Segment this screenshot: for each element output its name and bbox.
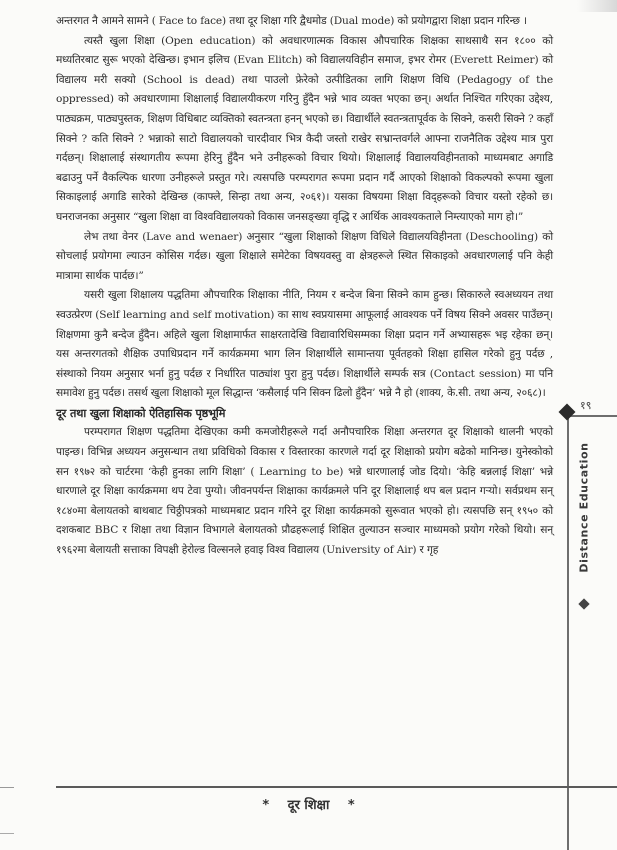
section-heading-history: दूर तथा खुला शिक्षाको ऐतिहासिक पृष्ठभूमि [56, 405, 226, 420]
margin-vertical-rule [567, 408, 569, 850]
left-margin-tick [0, 787, 14, 788]
paragraph-history: परम्परागत शिक्षण पद्धतिमा देखिएका कमी कमजोरीहरूले गर्दा अनौपचारिक शिक्षा अन्तरगत दूर शिक्षाको थालनी भएको पाइन्छ। विभिन्न अध्ययन अनुसन्धान तथा प्रविधिको विकास र विस्तारका कारणले गर्दा दूर शिक्षाको प्रयोग बढेको मानिन्छ। युनेस्कोको सन १९७२ को चार्टरमा ‘केही हुनका लागि शिक्षा’ ( Learning to be) भन्ने धारणालाई जोड दियो। ‘केहि बन्नलाई शिक्षा’ भन्ने धारणाले दूर शिक्षा कार्यक्रममा थप टेवा पुग्यो। जीवनपर्यन्त शिक्षाका कार्यक्रमले पनि दूर शिक्षालाई थप बल प्रदान गर्‍यो। सर्वप्रथम सन् १८४०मा बेलायतको बाथबाट चिठ्ठीपत्रको माध्यमबाट प्रदान गरिने दूर शिक्षा कार्यक्रमको सुरूवात भएको हो। त्यसपछि सन् १९५० को दशकबाट BBC र शिक्षा तथा विज्ञान विभागले बेलायतको प्रौढहरूलाई शिक्षित तुल्याउन सञ्चार माध्यमको प्रयोग गरेको थियो। सन् १९६२मा बेलायती सत्ताका विपक्षी हेरोल्ड विल्सनले हवाइ विश्व विद्यालय (University of Air) र गृह [56, 426, 553, 557]
star-icon: * [262, 798, 270, 813]
left-margin-tick [0, 833, 14, 834]
paragraph-open-education: त्यस्तै खुला शिक्षा (Open education) को अवधारणात्मक विकास औपचारिक शिक्षका साथसाथै सन १८०० को मध्यतिरबाट सुरू भएको देखिन्छ। इभान इलिच (Evan Elitch) को विद्यालयविहीन समाज, इभर रोमर (Everett Reimer) को विद्यालय मरी सक्यो (School is dead) तथा पाउलो फ्रेरेको उत्पीडितका लागि शिक्षण विधि (Pedagogy of the oppressed) को अवधारणामा शिक्षालाई विद्यालयीकरण गरिनु हुँदैन भन्ने भाव व्यक्त भएका छन्। अर्थात निश्चित गरिएका उद्देश्य, पाठ्यक्रम, पाठ्यपुस्तक, शिक्षण विधिबाट व्यक्तिको स्वतन्त्रता हनन् भएको छ। विद्यार्थीले स्वतन्त्रतापूर्वक के सिक्ने, कसरी सिक्ने ? कहाँ सिक्ने ? कति सिक्ने ? भन्नाको साटो विद्यालयको चारदीवार भित्र कैदी जस्तो राखेर सभ्रान्तवर्गले आफ्ना राजनैतिक उद्देश्य मात्र पुरा गर्दछन्। शिक्षालाई संस्थागतीय रूपमा हेरिनु हुँदैन भने उनीहरूको विचार थियो। शिक्षालाई विद्यालयविहीनताको माध्यमबाट अगाडि बढाउनु पर्ने वैकल्पिक धारणा उनीहरूले प्रस्तुत गरे। त्यसपछि परम्परागत रूपमा प्रदान गर्दै आएको शिक्षाको विकल्पको रूपमा खुला सिकाइलाई अगाडि सारेको देखिन्छ (काफ्ले, सिन्हा तथा अन्य, २०६१)। यसका विषयमा शिक्षा विद्हरूको विचार यस्तो रहेको छ। घनराजनका अनुसार “खुला शिक्षा वा विश्वविद्यालयको विकास जनसङ्ख्या वृद्धि र आर्थिक आवश्यकताले निम्त्याएको माग हो।” [56, 34, 553, 223]
footer-title: दूर शिक्षा [287, 798, 330, 813]
star-icon: * [347, 798, 355, 813]
paragraph-intro: अन्तरगत नै आमने सामने ( Face to face) तथा दूर शिक्षा गरि द्वैधमोड (Dual mode) को प्रयोगद्वारा शिक्षा प्रदान गरिन्छ । [56, 15, 527, 27]
diamond-marker-icon [559, 404, 576, 421]
page-edge-shadow [577, 0, 617, 12]
footer-rule [56, 786, 617, 788]
running-footer [0, 795, 617, 813]
diamond-bullet-icon [578, 598, 589, 609]
page-number: १९ [580, 399, 592, 412]
side-section-label [574, 420, 594, 595]
paragraph-open-school-system: यसरी खुला शिक्षालय पद्धतिमा औपचारिक शिक्षाका नीति, नियम र बन्देज बिना सिक्ने काम हुन्छ। सिकारुले स्वअध्ययन तथा स्वउत्प्रेरण (Self learning and self motivation) का साथ स्वप्रयासमा आफूलाई आवश्यक पर्ने विषय सिक्ने अवसर पाउँछन्। शिक्षणमा कुनै बन्देज हुँदैन। अहिले खुला शिक्षामार्फत साक्षरतादेखि विद्यावारिधिसम्मका शिक्षा प्रदान गर्ने अभ्यासहरू भइ रहेका छन्। यस अन्तरगतको शैक्षिक उपाधिप्रदान गर्ने कार्यक्रममा भाग लिन शिक्षार्थीले सामान्तया पूर्वतहको शिक्षा हासिल गरेको हुनु पर्दछ , संस्थाको नियम अनुसार भर्ना हुनु पर्दछ र निर्धारित पाठ्यांश पुरा हुनु पर्दछ। शिक्षार्थीले सम्पर्क सत्र (Contact session) मा पनि समावेश हुनु पर्दछ। तसर्थ खुला शिक्षाको मूल सिद्धान्त ‘कसैलाई पनि सिक्न ढिलो हुँदैन’ भन्ने नै हो (शाक्य, के.सी. तथा अन्य, २०६८)। [56, 289, 553, 400]
page-body [56, 12, 553, 561]
page-number-rule [569, 415, 617, 417]
side-section-label-text: Distance Education [577, 442, 591, 573]
paragraph-lave-wenaer: लेभ तथा वेनर (Lave and wenaer) अनुसार “खुला शिक्षाको शिक्षण विधिले विद्यालयविहीनता (Deschooling) को सोचलाई प्रयोगमा ल्याउन कोसिस गर्दछ। खुला शिक्षाले समेटेका विषयवस्तु वा क्षेत्रहरूले स्थित सिकाइको अवधारणलाई पनि केही मात्रामा सार्थक पार्दछ।” [56, 230, 553, 282]
